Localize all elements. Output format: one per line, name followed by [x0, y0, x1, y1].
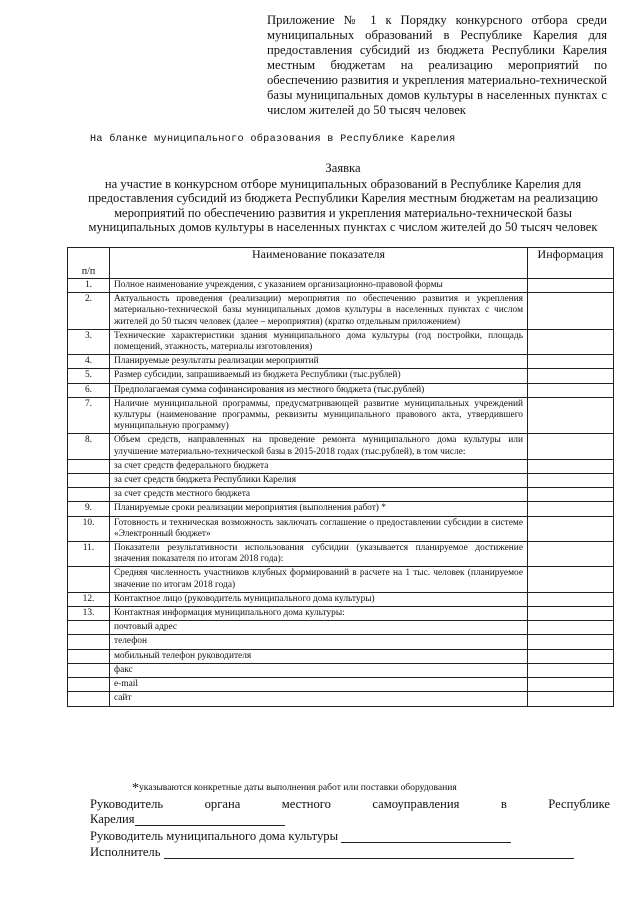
row-info-cell[interactable]: [528, 542, 614, 567]
row-number: 1.: [68, 279, 110, 293]
table-row: [68, 678, 614, 692]
table-header-row: [68, 248, 614, 279]
row-indicator: за счет средств бюджета Республики Карелия: [110, 474, 528, 488]
sig-word: в: [500, 797, 507, 811]
row-info-cell[interactable]: [528, 649, 614, 663]
row-indicator: Контактное лицо (руководитель муниципального дома культуры): [110, 592, 528, 606]
row-info-cell[interactable]: [528, 383, 614, 397]
row-info-cell[interactable]: [528, 474, 614, 488]
sig-word: местного: [281, 797, 331, 811]
row-indicator: Показатели результативности использования субсидии (указывается планируемое достижение значения показателя по итогам 2018 года):: [110, 542, 528, 567]
row-number: 5.: [68, 369, 110, 383]
row-info-cell[interactable]: [528, 516, 614, 541]
row-info-cell[interactable]: [528, 678, 614, 692]
row-info-cell[interactable]: [528, 434, 614, 459]
row-number: [68, 692, 110, 706]
row-number: [68, 649, 110, 663]
row-info-cell[interactable]: [528, 329, 614, 354]
row-info-cell[interactable]: [528, 293, 614, 330]
table-row: [68, 459, 614, 473]
row-indicator: мобильный телефон руководителя: [110, 649, 528, 663]
row-indicator: Размер субсидии, запрашиваемый из бюджета Республики (тыс.рублей): [110, 369, 528, 383]
row-number: [68, 488, 110, 502]
row-info-cell[interactable]: [528, 607, 614, 621]
table-row: [68, 567, 614, 592]
row-indicator: Планируемые результаты реализации мероприятий: [110, 355, 528, 369]
title-text: на участие в конкурсном отборе муниципальных образований в Республике Карелия для предоставления субсидий из бюджета Республики Карелия местным бюджетам на реализацию мероприятий по обеспечению развития и укрепления материально-технической базы муниципальных домов культуры в населенных пунктах с числом жителей до 50 тысяч человек: [88, 176, 598, 235]
table-row: [68, 649, 614, 663]
row-indicator: Планируемые сроки реализации мероприятия (выполнения работ) *: [110, 502, 528, 516]
table-row: [68, 383, 614, 397]
row-number: 11.: [68, 542, 110, 567]
row-indicator: факс: [110, 663, 528, 677]
row-number: 2.: [68, 293, 110, 330]
sig-word: органа: [204, 797, 241, 811]
row-indicator: Наличие муниципальной программы, предусматривающей развитие муниципальных учреждений культуры (наименование программы, реквизиты муниципального правового акта, утвердившего муниципальную программу): [110, 397, 528, 434]
signature-blank[interactable]: [135, 825, 285, 826]
title-word: Заявка: [325, 161, 361, 175]
table-row: [68, 516, 614, 541]
footnote: [132, 781, 457, 797]
table-row: [68, 542, 614, 567]
row-number: [68, 459, 110, 473]
header-name: Наименование показателя: [110, 248, 528, 279]
sig-word: Республике: [548, 797, 610, 811]
row-number: 12.: [68, 592, 110, 606]
signature-blank[interactable]: [164, 858, 574, 859]
row-number: [68, 621, 110, 635]
row-indicator: e-mail: [110, 678, 528, 692]
sig-karelia: Карелия: [90, 812, 135, 826]
row-info-cell[interactable]: [528, 397, 614, 434]
application-title: [70, 161, 616, 235]
row-indicator: Актуальность проведения (реализации) мероприятия по обеспечению развития и укрепления материально-технической базы муниципальных домов культуры в населенных пунктах с числом жителей до 50 тысяч человек (далее – мероприятия) (кратко отдельным приложением): [110, 293, 528, 330]
row-indicator: почтовый адрес: [110, 621, 528, 635]
row-indicator: Средняя численность участников клубных формирований в расчете на 1 тыс. человек (планируемое значение по итогам 2018 года): [110, 567, 528, 592]
row-number: 10.: [68, 516, 110, 541]
signature-line-head-cont: [90, 812, 285, 826]
signature-line-director: [90, 829, 511, 843]
table-row: [68, 329, 614, 354]
row-indicator: Технические характеристики здания муниципального дома культуры (год постройки, площадь помещений, этажность, материалы изготовления): [110, 329, 528, 354]
table-row: [68, 635, 614, 649]
row-number: 4.: [68, 355, 110, 369]
row-info-cell[interactable]: [528, 488, 614, 502]
header-num: п/п: [68, 248, 110, 279]
signature-line-head: [90, 797, 610, 811]
row-info-cell[interactable]: [528, 502, 614, 516]
row-number: 13.: [68, 607, 110, 621]
row-number: [68, 678, 110, 692]
row-indicator: Полное наименование учреждения, с указанием организационно-правовой формы: [110, 279, 528, 293]
row-number: 9.: [68, 502, 110, 516]
row-info-cell[interactable]: [528, 692, 614, 706]
table-row: [68, 279, 614, 293]
row-info-cell[interactable]: [528, 567, 614, 592]
table-row: [68, 502, 614, 516]
row-number: [68, 663, 110, 677]
footnote-text: указываются конкретные даты выполнения работ или поставки оборудования: [139, 782, 457, 793]
table-row: [68, 692, 614, 706]
table-row: [68, 621, 614, 635]
table-row: [68, 474, 614, 488]
row-indicator: Объем средств, направленных на проведение ремонта муниципального дома культуры или улучшение материально-технической базы в 2015-2018 годах (тыс.рублей), в том числе:: [110, 434, 528, 459]
row-info-cell[interactable]: [528, 621, 614, 635]
signature-blank[interactable]: [341, 842, 511, 843]
row-info-cell[interactable]: [528, 279, 614, 293]
sig-executor-label: Исполнитель: [90, 845, 161, 859]
sig-word: Руководитель: [90, 797, 164, 811]
header-info: Информация: [528, 248, 614, 279]
sig-word: самоуправления: [372, 797, 460, 811]
table-row: [68, 488, 614, 502]
sig-director-label: Руководитель муниципального дома культуры: [90, 829, 339, 843]
row-info-cell[interactable]: [528, 369, 614, 383]
row-indicator: за счет средств федерального бюджета: [110, 459, 528, 473]
row-number: 8.: [68, 434, 110, 459]
table-row: [68, 663, 614, 677]
appendix-heading: Приложение № 1 к Порядку конкурсного отбора среди муниципальных образований в Республике Карелия для предоставления субсидий из бюджета Республики Карелия местным бюджетам на реализацию мероприятий по обеспечению развития и укрепления материально-технической базы муниципальных домов культуры в населенных пунктах с числом жителей до 50 тысяч человек: [267, 13, 607, 117]
table-row: [68, 607, 614, 621]
table-row: [68, 355, 614, 369]
row-info-cell[interactable]: [528, 635, 614, 649]
row-number: [68, 567, 110, 592]
row-info-cell[interactable]: [528, 663, 614, 677]
row-indicator: Контактная информация муниципального дома культуры:: [110, 607, 528, 621]
table-row: [68, 397, 614, 434]
row-indicator: за счет средств местного бюджета: [110, 488, 528, 502]
row-number: [68, 635, 110, 649]
row-info-cell[interactable]: [528, 355, 614, 369]
row-indicator: телефон: [110, 635, 528, 649]
row-number: 3.: [68, 329, 110, 354]
row-number: 6.: [68, 383, 110, 397]
table-row: [68, 592, 614, 606]
application-table: [67, 247, 614, 707]
footnote-asterisk: *: [132, 781, 139, 796]
signature-line-executor: [90, 845, 574, 859]
row-number: [68, 474, 110, 488]
blank-note: На бланке муниципального образования в Республике Карелия: [90, 134, 456, 145]
row-info-cell[interactable]: [528, 592, 614, 606]
row-info-cell[interactable]: [528, 459, 614, 473]
table-row: [68, 293, 614, 330]
table-row: [68, 369, 614, 383]
row-indicator: Готовность и техническая возможность заключать соглашение о предоставлении субсидии в системе «Электронный бюджет»: [110, 516, 528, 541]
table-row: [68, 434, 614, 459]
row-indicator: сайт: [110, 692, 528, 706]
row-number: 7.: [68, 397, 110, 434]
row-indicator: Предполагаемая сумма софинансирования из местного бюджета (тыс.рублей): [110, 383, 528, 397]
